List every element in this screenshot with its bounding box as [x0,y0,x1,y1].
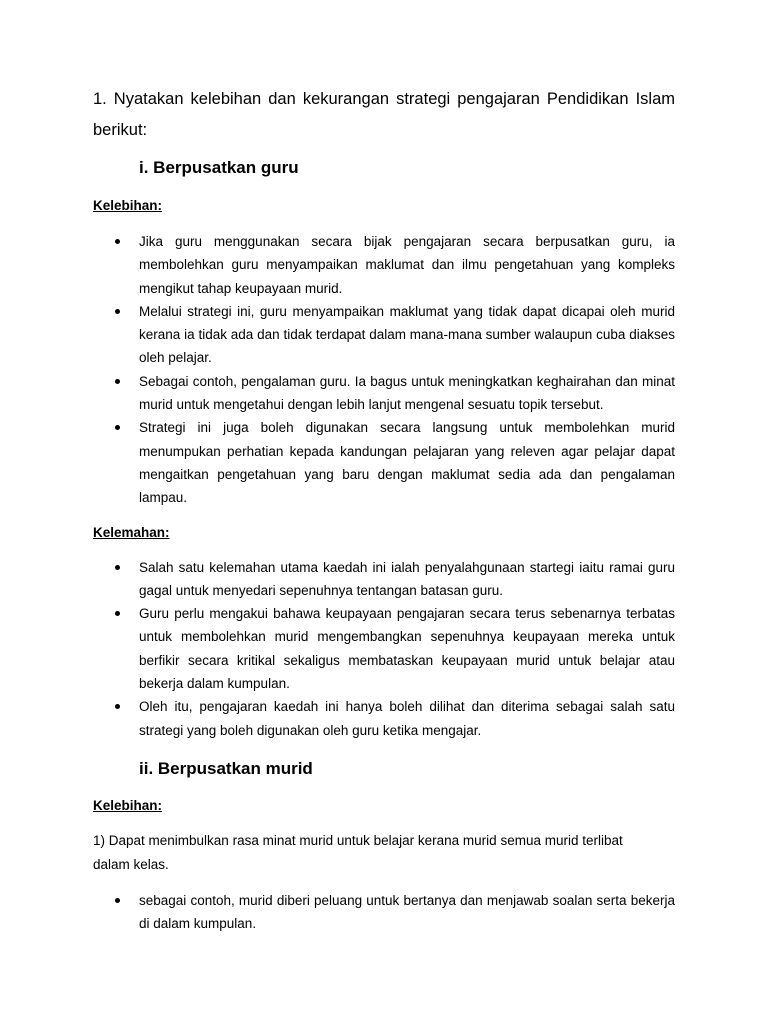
bullet-icon [115,704,120,709]
numbered-point: 1) Dapat menimbulkan rasa minat murid untuk belajar kerana murid semua murid terlibat dalam kelas. [93,832,623,872]
kelebihan-list [93,889,675,936]
list-item [93,889,675,936]
section-heading-berpusatkan-guru: i. Berpusatkan guru [139,158,299,177]
list-item [93,230,675,300]
list-item-text: Strategi ini juga boleh digunakan secara langsung untuk membolehkan murid menumpukan perhatian kepada kandungan pelajaran yang releven agar pelajar dapat mengaitkan pengetahuan yang baru dengan maklumat sedia ada dan pengalaman lampau. [139,420,675,506]
list-item-text: Melalui strategi ini, guru menyampaikan maklumat yang tidak dapat dicapai oleh murid kerana ia tidak ada dan tidak terdapat dalam mana-mana sumber walaupun cuba diakses oleh pelajar. [139,303,675,366]
section-heading-berpusatkan-murid: ii. Berpusatkan murid [139,758,313,778]
list-item-text: Guru perlu mengakui bahawa keupayaan pengajaran secara terus sebenarnya terbatas untuk membolehkan murid mengembangkan sepenuhnya keupayaan mereka untuk berfikir secara kritikal sekaligus membataskan keupayaan murid untuk belajar atau bekerja dalam kumpulan. [139,606,675,692]
list-item [93,416,675,509]
list-item-text: Sebagai contoh, pengalaman guru. Ia bagus untuk meningkatkan keghairahan dan minat murid untuk mengetahui dengan lebih lanjut mengenal sesuatu topik tersebut. [139,373,675,413]
list-item [93,300,675,370]
kelebihan-list [93,230,675,510]
question-text: 1. Nyatakan kelebihan dan kekurangan strategi pengajaran Pendidikan Islam berikut: [93,90,675,139]
bullet-icon [115,425,120,430]
kelebihan-heading: Kelebihan: [93,198,163,213]
bullet-icon [115,898,120,903]
bullet-icon [115,565,120,570]
list-item-text: Salah satu kelemahan utama kaedah ini ialah penyalahgunaan startegi iaitu ramai guru gagal untuk menyedari sepenuhnya tentangan batasan guru. [139,559,675,598]
bullet-icon [115,611,120,616]
bullet-icon [115,239,120,244]
kelemahan-list [93,556,675,742]
bullet-icon [115,379,120,384]
list-item [93,556,675,603]
list-item-text: sebagai contoh, murid diberi peluang untuk bertanya dan menjawab soalan serta bekerja di dalam kumpulan. [139,892,675,932]
list-item [93,695,675,742]
list-item [93,602,675,695]
bullet-icon [115,309,120,314]
list-item-text: Oleh itu, pengajaran kaedah ini hanya boleh dilihat dan diterima sebagai salah satu strategi yang boleh digunakan oleh guru ketika mengajar. [139,699,675,738]
document-page [93,84,675,936]
kelemahan-heading: Kelemahan: [93,524,170,540]
list-item [93,370,675,417]
list-item-text: Jika guru menggunakan secara bijak pengajaran secara berpusatkan guru, ia membolehkan guru menyampaikan maklumat dan ilmu pengetahuan yang kompleks mengikut tahap keupayaan murid. [139,234,675,296]
kelebihan-heading: Kelebihan: [93,797,163,813]
